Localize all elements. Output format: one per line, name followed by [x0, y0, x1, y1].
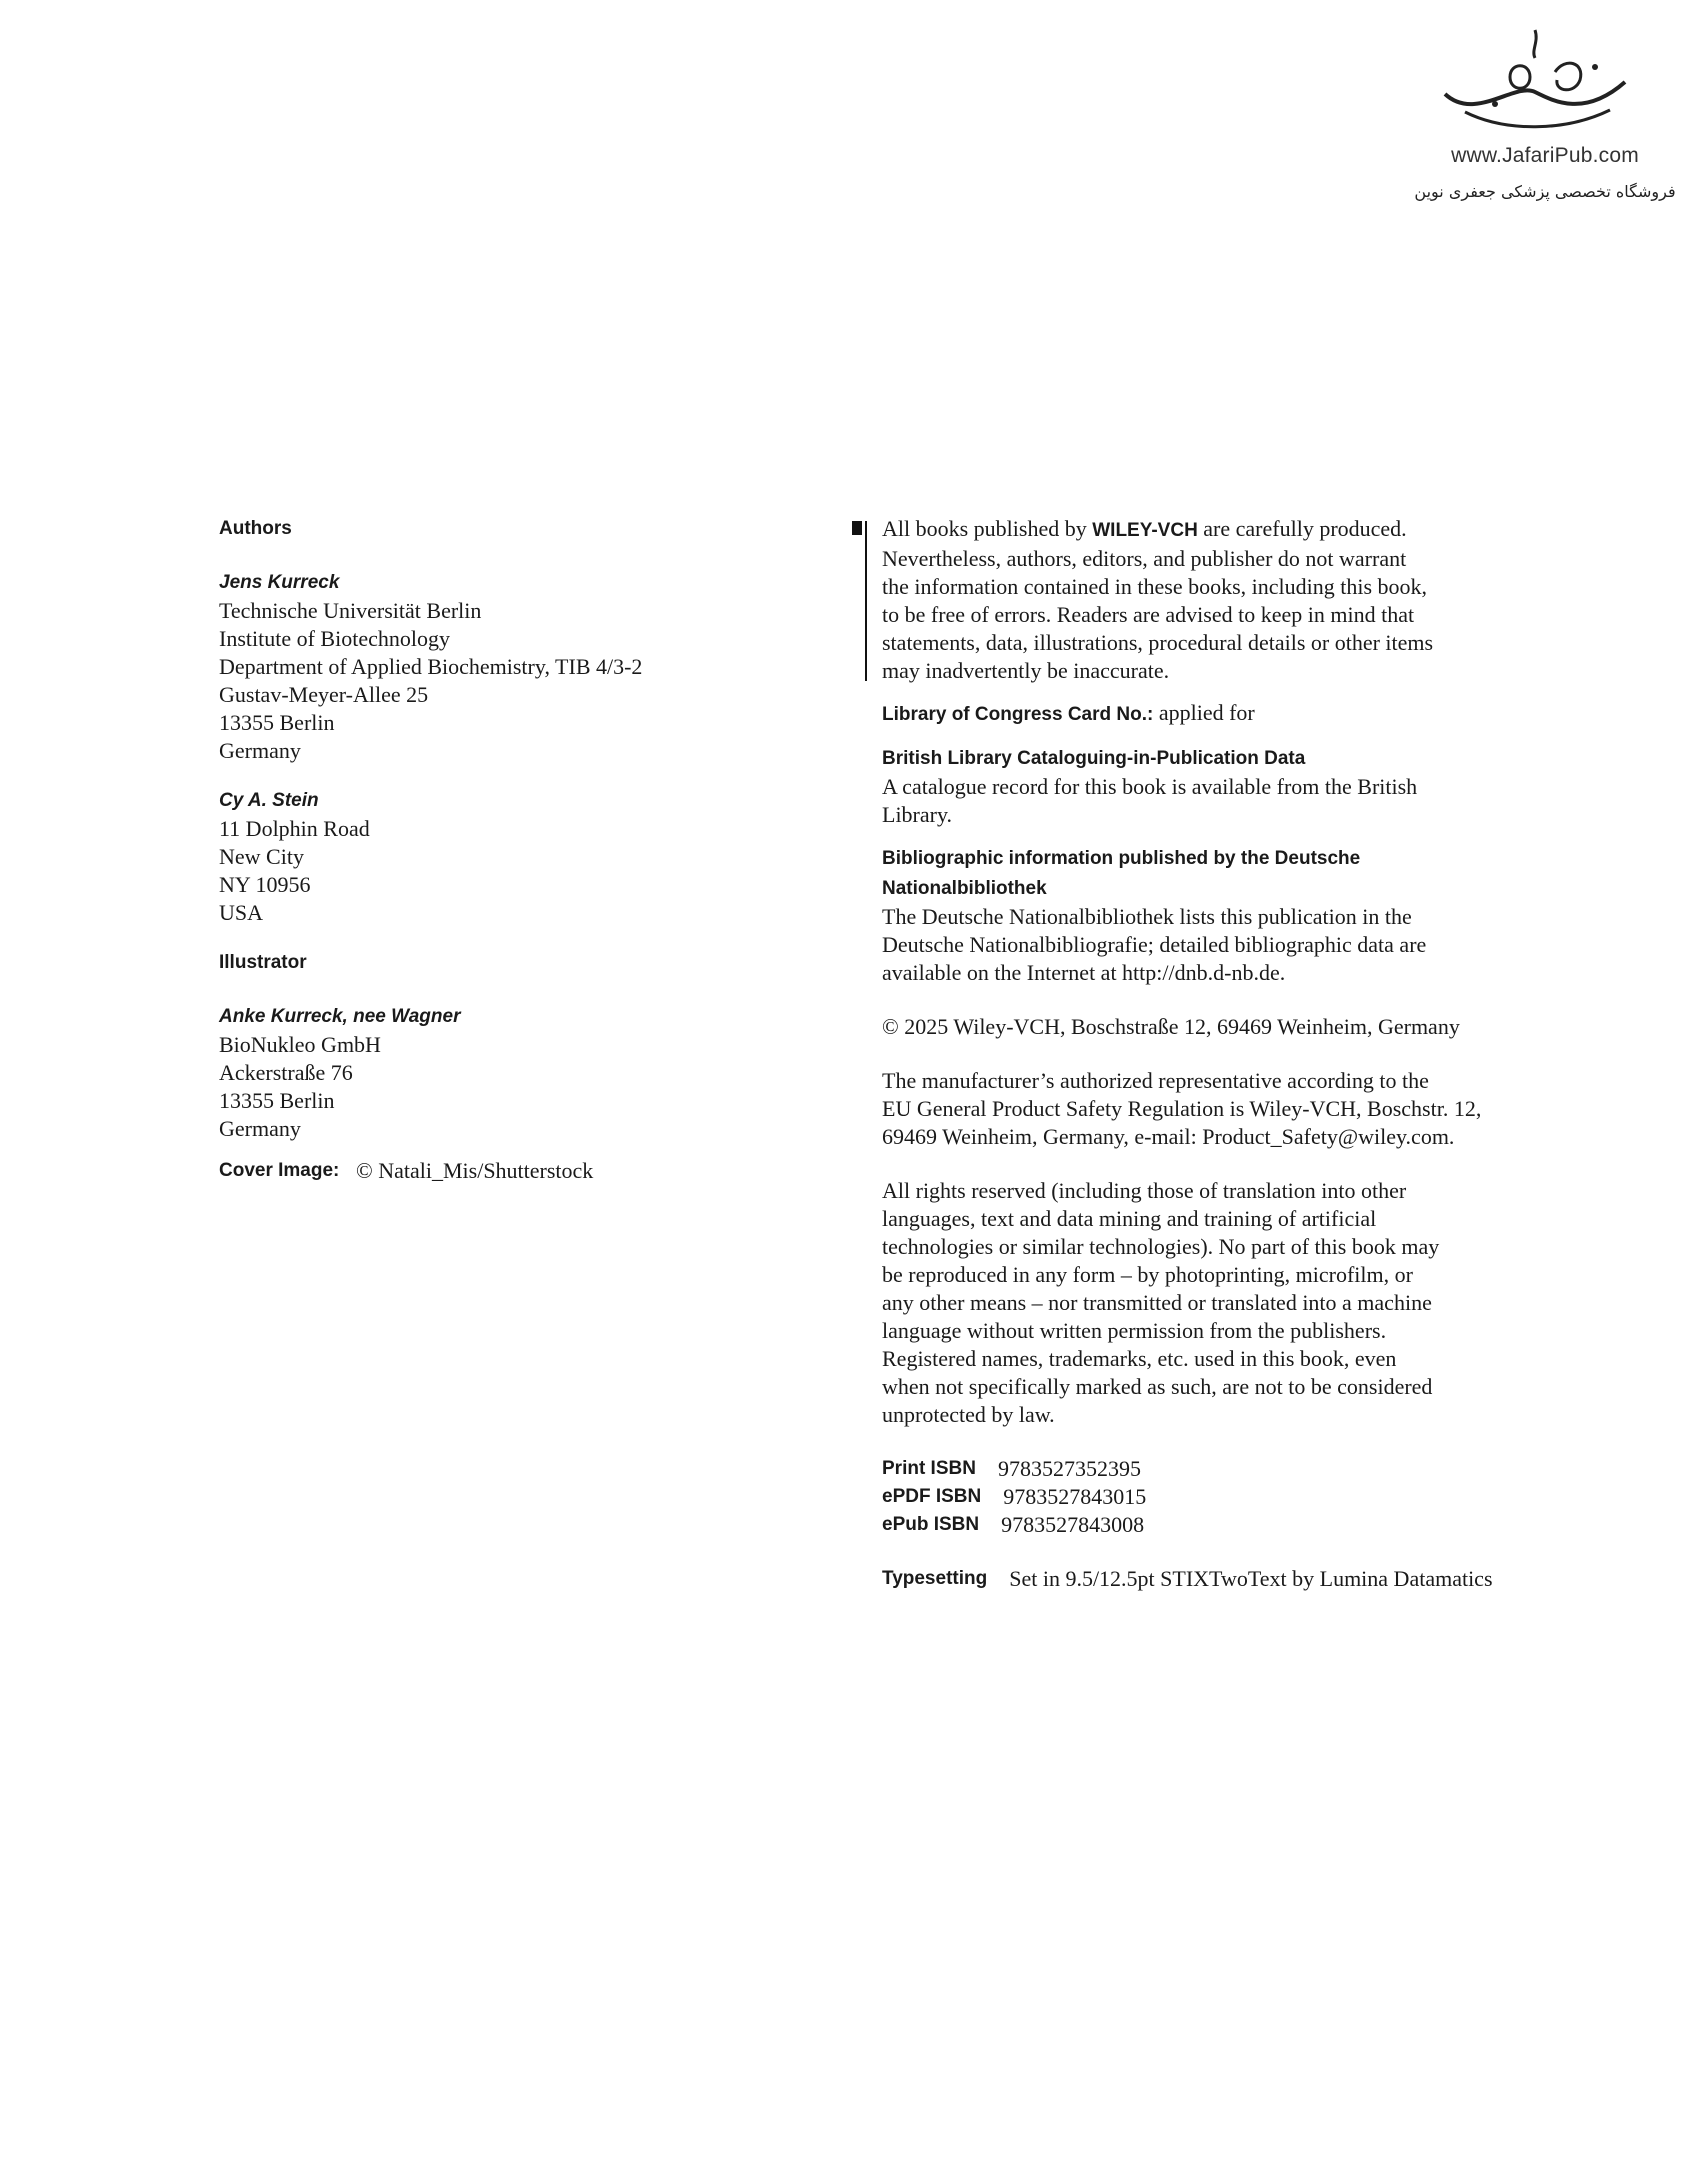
rights-line: when not specifically marked as such, are not to be considered: [882, 1374, 1433, 1399]
isbn-value: 9783527352395: [997, 1456, 1141, 1481]
author1-line: Germany: [219, 738, 301, 763]
loc-card: [882, 699, 1522, 729]
rep-line: The manufacturer’s authorized representative according to the: [882, 1068, 1429, 1093]
isbn-value: 9783527843015: [1003, 1484, 1147, 1509]
bl-line: A catalogue record for this book is available from the British: [882, 774, 1418, 799]
isbn-row: [882, 1511, 1522, 1539]
logo-url: www.JafariPub.com: [1451, 144, 1639, 167]
isbn-label: Print ISBN: [882, 1458, 976, 1479]
rep-line: EU General Product Safety Regulation is Wiley-VCH, Boschstr. 12,: [882, 1096, 1482, 1121]
disclaimer-line: are carefully produced.: [1197, 516, 1407, 541]
representative-block: [882, 1067, 1522, 1151]
illustrator-line: Ackerstraße 76: [219, 1060, 353, 1085]
illustrator-name: Anke Kurreck, nee Wagner: [219, 1006, 461, 1027]
rights-line: language without written permission from the publishers.: [882, 1318, 1387, 1343]
bl-heading: British Library Cataloguing-in-Publication Data: [882, 748, 1306, 769]
disclaimer-line: to be free of errors. Readers are advised to keep in mind that: [882, 602, 1415, 627]
dnb-line: The Deutsche Nationalbibliothek lists this publication in the: [882, 904, 1412, 929]
right-column: [882, 515, 1522, 1593]
illustrator-heading: Illustrator: [219, 952, 307, 973]
author1-line: Gustav-Meyer-Allee 25: [219, 682, 429, 707]
author1-line: Technische Universität Berlin: [219, 598, 482, 623]
typesetting-label: Typesetting: [882, 1568, 988, 1589]
copyright-line: © 2025 Wiley-VCH, Boschstraße 12, 69469 Weinheim, Germany: [882, 1014, 1460, 1039]
isbn-label: ePub ISBN: [882, 1514, 980, 1535]
margin-marker: [852, 521, 862, 535]
author2-name: Cy A. Stein: [219, 790, 319, 811]
logo-tagline: فروشگاه تخصصی پزشکی جعفری نوین: [1414, 182, 1676, 201]
author2-line: New City: [219, 844, 304, 869]
dnb-line: Deutsche Nationalbibliografie; detailed bibliographic data are: [882, 932, 1427, 957]
cover-image-value: © Natali_Mis/Shutterstock: [356, 1158, 594, 1183]
dnb-line: available on the Internet at http://dnb.d-nb.de.: [882, 960, 1286, 985]
disclaimer-prefix: All books published by: [882, 516, 1093, 541]
disclaimer-paragraph: [882, 515, 1522, 685]
rights-line: be reproduced in any form – by photoprinting, microfilm, or: [882, 1262, 1413, 1287]
disclaimer-line: Nevertheless, authors, editors, and publisher do not warrant: [882, 546, 1407, 571]
rights-block: [882, 1177, 1522, 1429]
disclaimer-line: the information contained in these books, including this book,: [882, 574, 1428, 599]
illustrator-line: Germany: [219, 1116, 301, 1141]
left-column: [219, 515, 819, 1185]
disclaimer-line: statements, data, illustrations, procedural details or other items: [882, 630, 1434, 655]
authors-heading: Authors: [219, 518, 292, 539]
publisher-brand: WILEY-VCH: [1092, 520, 1198, 541]
british-library-block: [882, 743, 1522, 829]
author1-line: Department of Applied Biochemistry, TIB 4/3-2: [219, 654, 643, 679]
cover-image-label: Cover Image:: [219, 1160, 340, 1181]
cover-image-credit: [219, 1157, 819, 1185]
rights-line: All rights reserved (including those of translation into other: [882, 1178, 1407, 1203]
margin-rule: [865, 521, 867, 681]
dnb-heading: Nationalbibliothek: [882, 878, 1047, 899]
loc-label: Library of Congress Card No.:: [882, 704, 1154, 725]
rights-line: any other means – nor transmitted or translated into a machine: [882, 1290, 1432, 1315]
isbn-list: [882, 1455, 1522, 1539]
isbn-value: 9783527843008: [1001, 1512, 1145, 1537]
author1-name: Jens Kurreck: [219, 572, 340, 593]
isbn-row: [882, 1455, 1522, 1483]
loc-value: applied for: [1153, 700, 1255, 725]
author2-line: USA: [219, 900, 264, 925]
rights-line: Registered names, trademarks, etc. used in this book, even: [882, 1346, 1397, 1371]
publisher-logo: [1395, 22, 1695, 201]
rep-line: 69469 Weinheim, Germany, e-mail: Product_Safety@wiley.com.: [882, 1124, 1455, 1149]
author2-line: 11 Dolphin Road: [219, 816, 370, 841]
typesetting-value: Set in 9.5/12.5pt STIXTwoText by Lumina Datamatics: [1009, 1566, 1493, 1591]
illustrator-line: 13355 Berlin: [219, 1088, 335, 1113]
rights-line: technologies or similar technologies). No part of this book may: [882, 1234, 1440, 1259]
calligraphy-logo-icon: [1435, 22, 1635, 142]
disclaimer-line: may inadvertently be inaccurate.: [882, 658, 1170, 683]
author2-line: NY 10956: [219, 872, 311, 897]
isbn-label: ePDF ISBN: [882, 1486, 982, 1507]
author1-line: 13355 Berlin: [219, 710, 335, 735]
isbn-row: [882, 1483, 1522, 1511]
rights-line: unprotected by law.: [882, 1402, 1055, 1427]
rights-line: languages, text and data mining and training of artificial: [882, 1206, 1377, 1231]
dnb-heading: Bibliographic information published by the Deutsche: [882, 848, 1361, 869]
illustrator-line: BioNukleo GmbH: [219, 1032, 381, 1057]
bl-line: Library.: [882, 802, 953, 827]
author1-line: Institute of Biotechnology: [219, 626, 450, 651]
typesetting-line: [882, 1565, 1522, 1593]
dnb-block: [882, 843, 1522, 987]
